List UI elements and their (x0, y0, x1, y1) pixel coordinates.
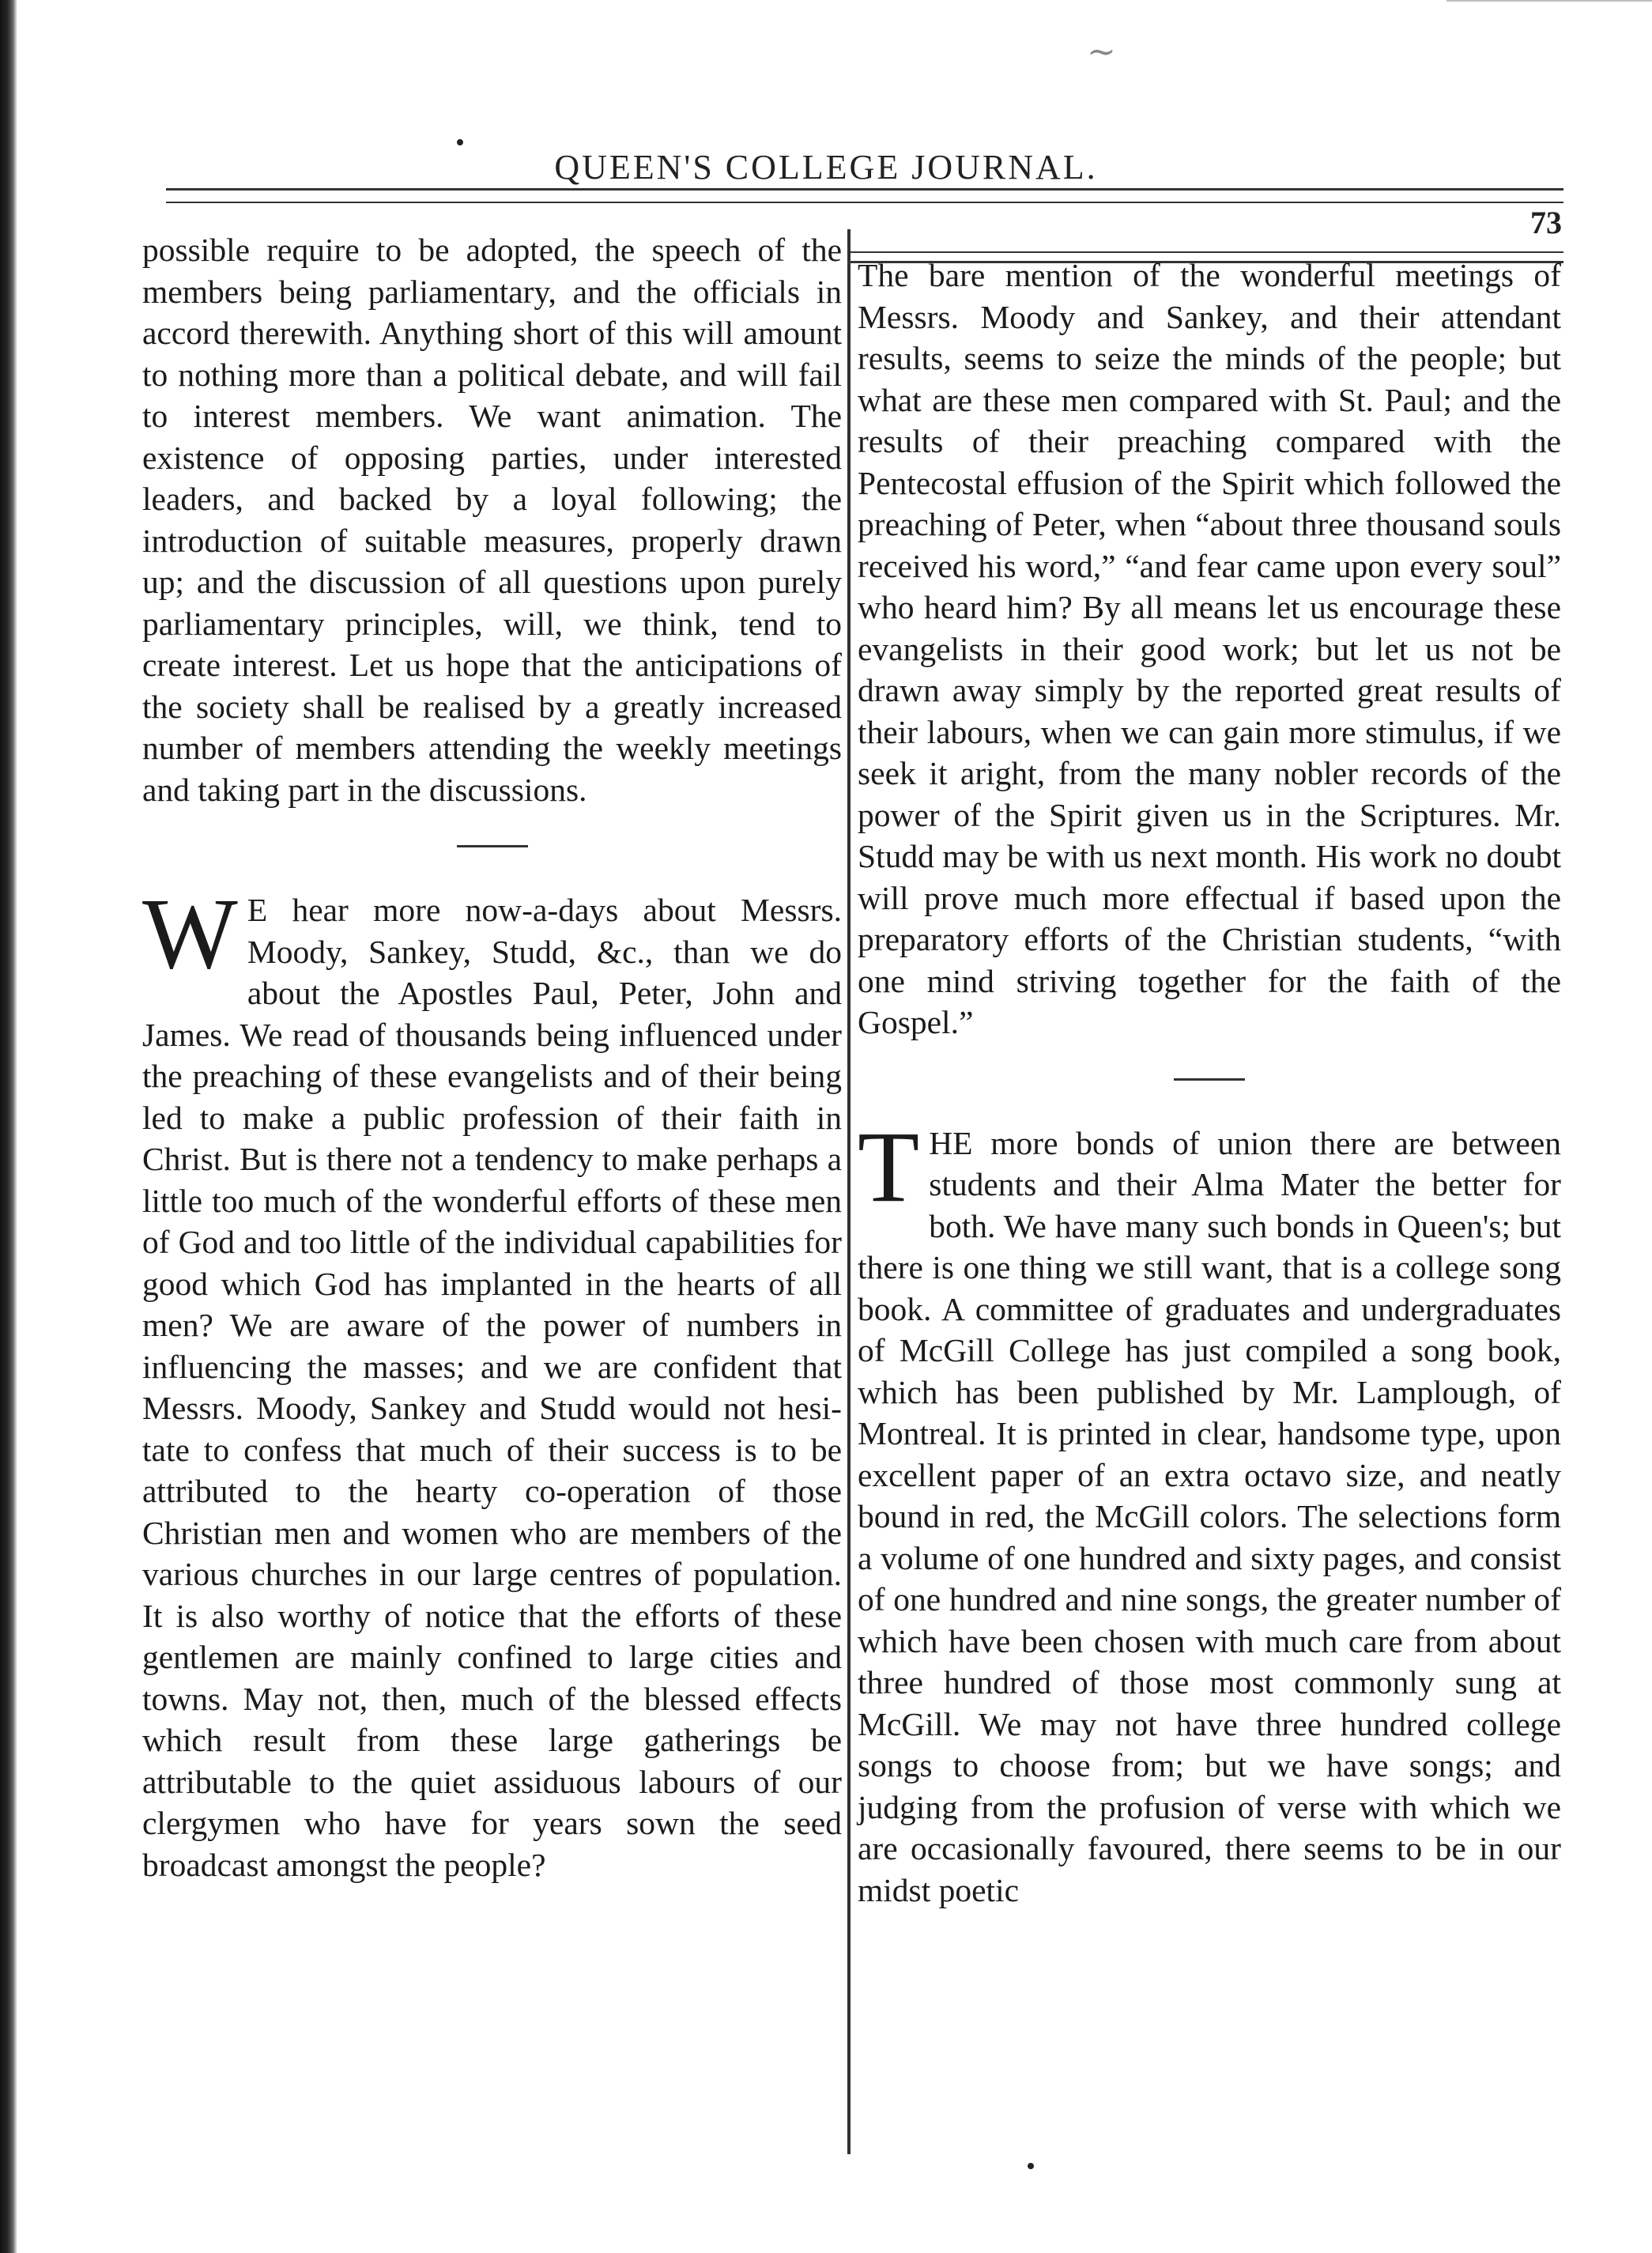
drop-cap: T (858, 1110, 920, 1223)
scan-speck (1028, 2163, 1034, 2169)
page-header-title: QUEEN'S COLLEGE JOURNAL. (554, 148, 1098, 187)
header-rule (166, 188, 1563, 203)
left-paragraph-evangelists (142, 877, 842, 1885)
scan-smudge: ∼ (1087, 32, 1116, 71)
scan-speck (457, 139, 463, 145)
left-paragraph-evangelists-text: E hear more now-a-days about Messrs. Moody, Sankey, Studd, &c., than we do about the Apostles Paul, Peter, John and James. We read of thousands being influenced under the preaching of these evangelists and of their being led to make a public profession of their faith in Christ. But is there not a tendency to make perhaps a little too much of the wonderful efforts of these men of God and too little of the individual capabilities for good which God has implanted in the hearts of all men? We are aware of the power of numbers in influencing the masses; and we are confident that Messrs. Moody, Sankey and Studd would not hesitate to confess that much of their success is to be attributed to the hearty co-operation of those Christian men and women who are members of the various churches in our large centres of population. It is also worthy of notice that the efforts of these gentlemen are mainly confined to large cities and towns. May not, then, much of the blessed effects which result from these large gatherings be attributable to the quiet assiduous labours of our clergymen who have for years sown the seed broadcast amongst the people? (142, 892, 842, 1883)
left-column (142, 229, 842, 1885)
right-column (858, 255, 1561, 1911)
page-number: 73 (1530, 205, 1562, 240)
column-divider (847, 229, 851, 2154)
section-separator (142, 831, 842, 861)
right-paragraph-songbook (858, 1110, 1561, 1911)
scan-top-rule (1446, 0, 1652, 6)
drop-cap: W (142, 877, 238, 990)
left-paragraph-society: possible require to be adopted, the speech of the members being parliamentary, and the officials in accord therewith. Anything short of this will amount to nothing more than a political debate, and will fail to interest members. We want animation. The existence of opposing parties, under interested leaders, and backed by a loyal following; the introduction of suitable measures, properly drawn up; and the discussion of all questions upon purely parliamentary principles, will, we think, tend to create interest. Let us hope that the anticipations of the society shall be realised by a greatly increased number of members attending the weekly meetings and taking part in the discussions. (142, 232, 842, 808)
scan-binding-edge (0, 0, 17, 2253)
right-paragraph-songbook-text: HE more bonds of union there are between students and their Alma Mater the better for both. We have many such bonds in Queen's; but there is one thing we still want, that is a college song book. A committee of graduates and undergraduates of McGill College has just compiled a song book, which has been published by Mr. Lamplough, of Montreal. It is printed in clear, handsome type, upon excellent paper of an extra octavo size, and neatly bound in red, the McGill colors. The selections form a volume of one hundred and sixty pages, and consist of one hundred and nine songs, the greater number of which have been chosen with much care from about three hundred of those most commonly sung at McGill. We may not have three hundred college songs to choose from; but we have songs; and judging from the profusion of verse with which we are occasionally favoured, there seems to be in our midst poetic (858, 1124, 1561, 1908)
right-paragraph-scripture: The bare mention of the wonderful meetings of Messrs. Moody and Sankey, and their attendant results, seems to seize the minds of the people; but what are these men compared with St. Paul; and the results of their preaching compared with the Pentecostal effusion of the Spirit which followed the preaching of Peter, when “about three thousand souls received his word,” “and fear came upon every soul” who heard him? By all means let us encourage these evangelists in their good work; but let us not be drawn away simply by the reported great results of their labours, when we can gain more stimulus, if we seek it aright, from the many nobler records of the power of the Spirit given us in the Scriptures. Mr. Studd may be with us next month. His work no doubt will prove much more effectual if based upon the preparatory efforts of the Christian students, “with one mind striving together for the faith of the Gospel.” (858, 257, 1561, 1040)
section-separator (858, 1064, 1561, 1094)
